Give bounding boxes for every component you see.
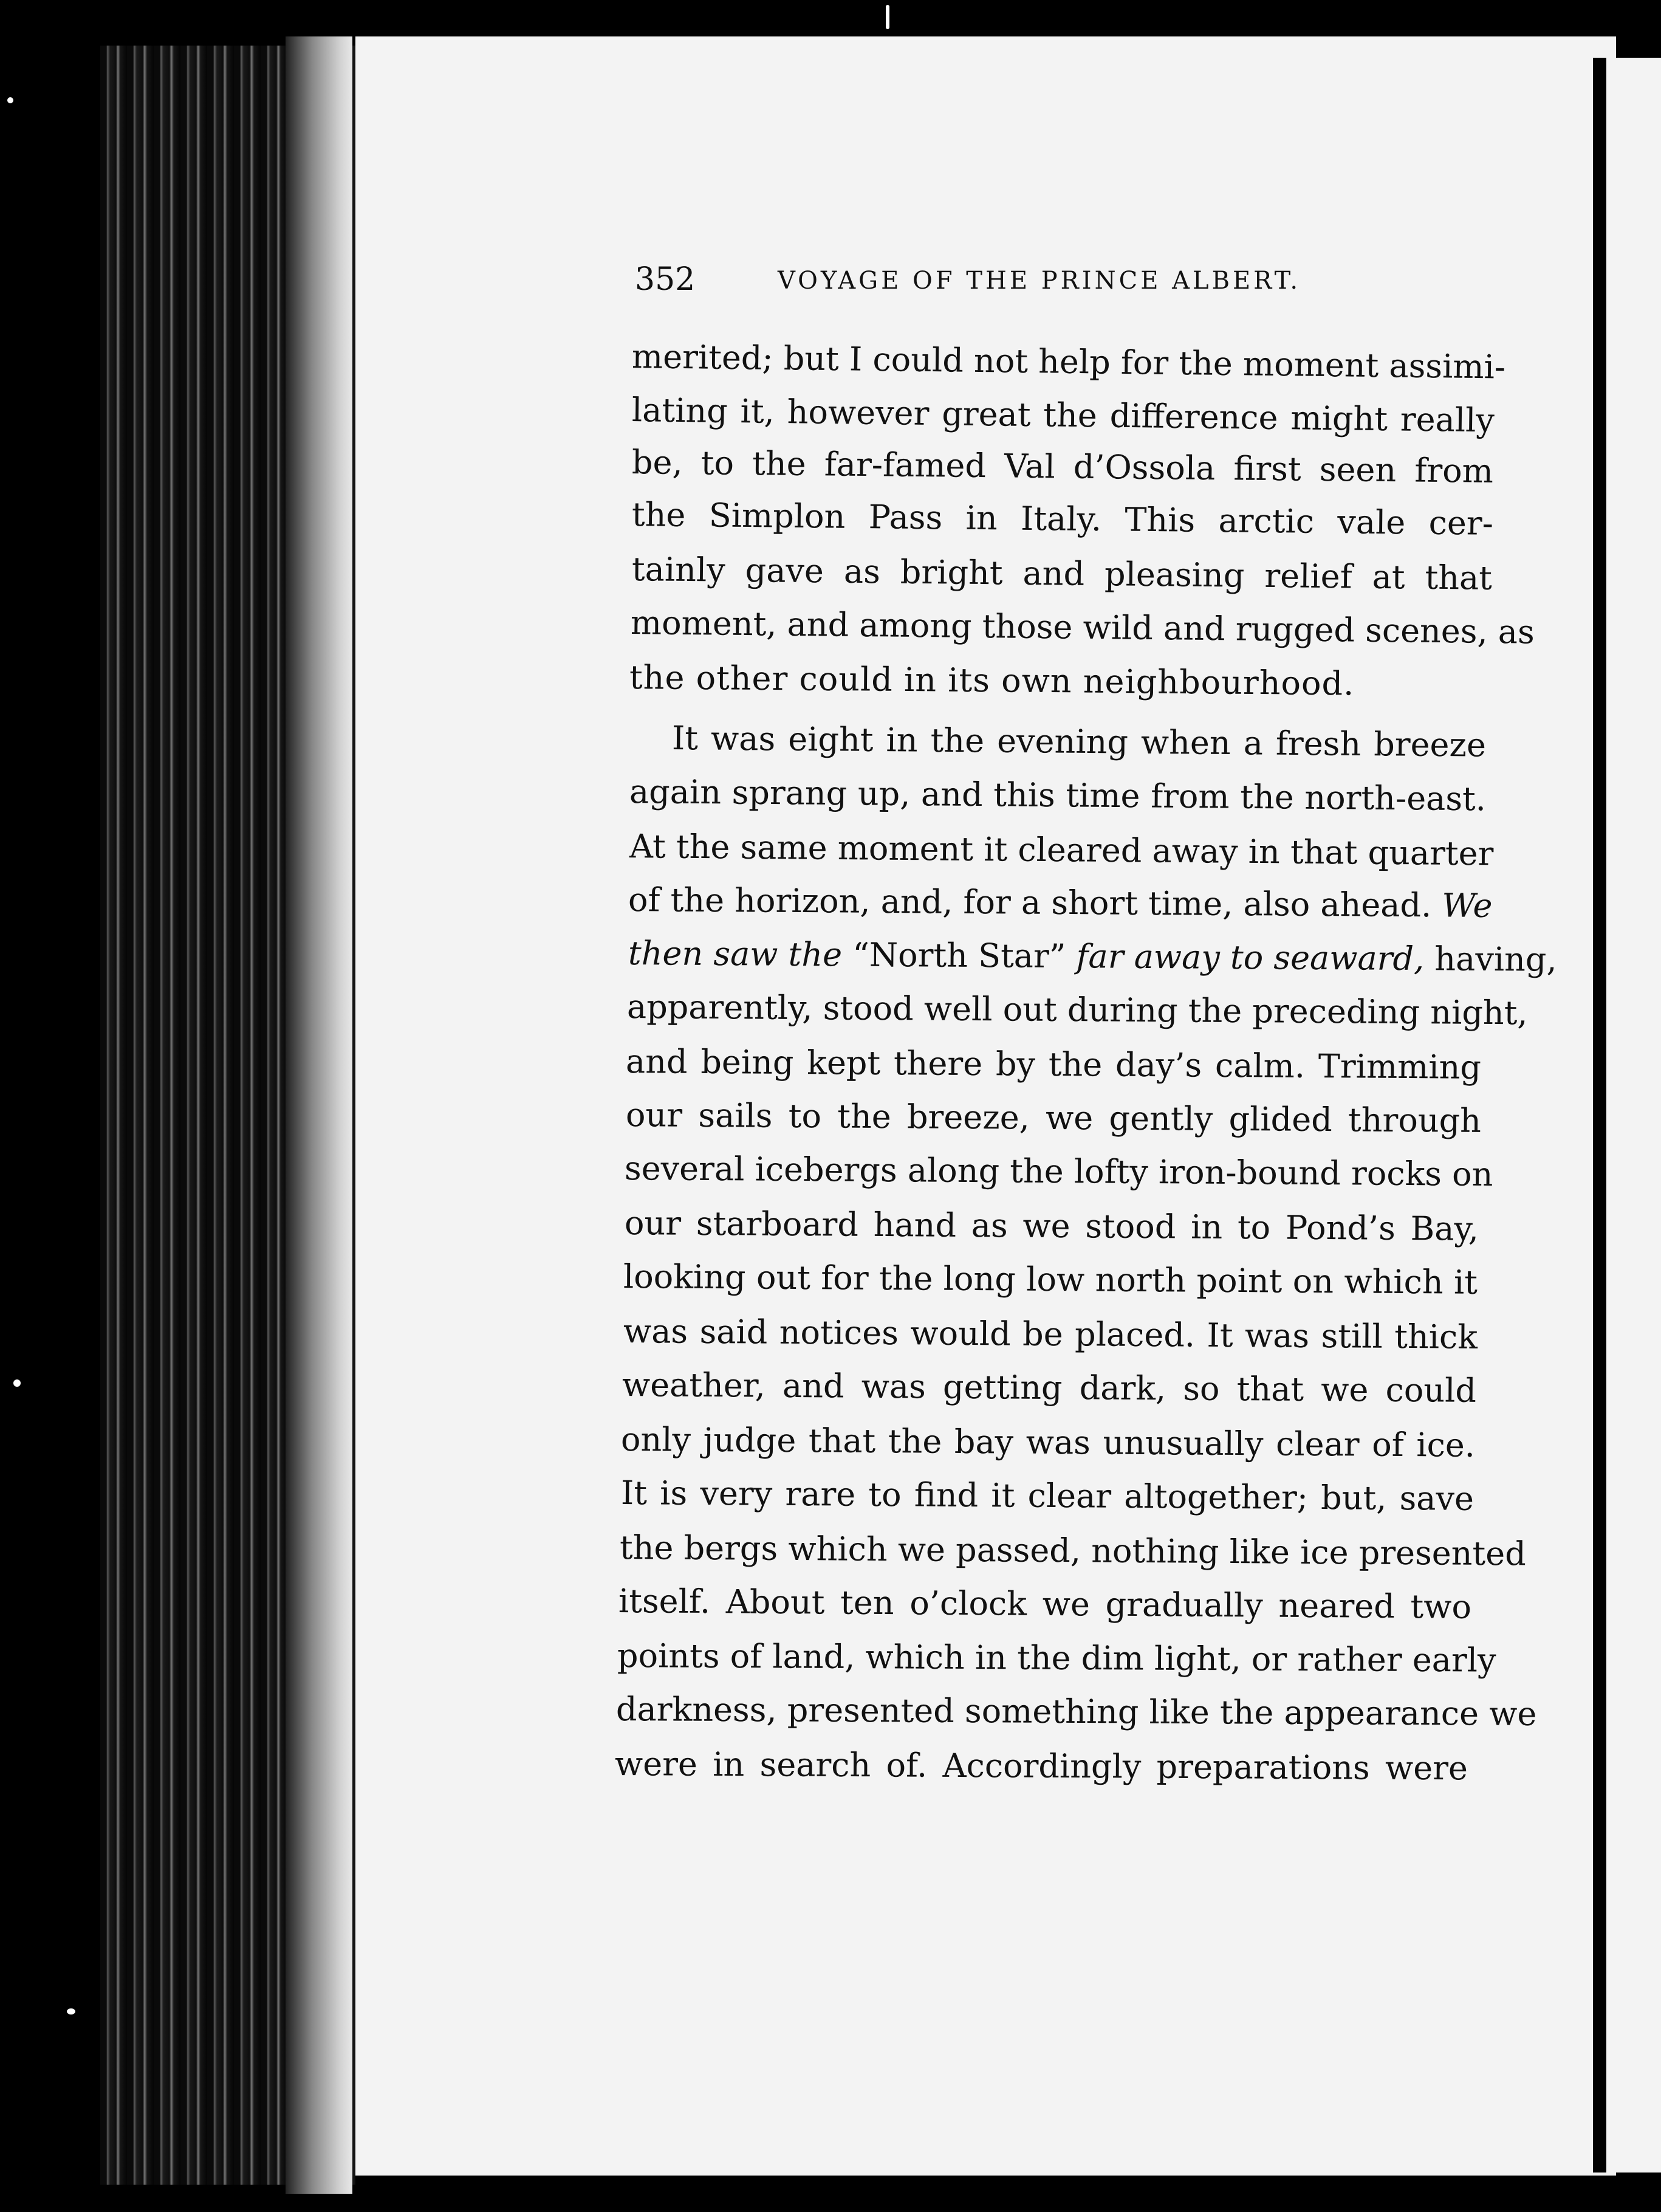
text-line: was said notices would be placed. It was still thick: [623, 1312, 1478, 1356]
text-line: the bergs which we passed, nothing like ice presented: [619, 1528, 1526, 1573]
text-line: [628, 932, 1557, 981]
text-line: [628, 879, 1493, 927]
text-line: weather, and was getting dark, so that we could: [622, 1365, 1477, 1410]
text-line: It is very rare to find it clear altogether; but, save: [620, 1474, 1474, 1518]
text-line: the other could in its own neighbourhood.: [629, 658, 1355, 703]
text-line: several icebergs along the lofty iron-bound rocks on: [624, 1149, 1493, 1194]
text-span: of the horizon, and, for a short time, also ahead.: [628, 881, 1432, 925]
text-line: It was eight in the evening when a fresh breeze: [671, 719, 1487, 764]
text-line: our starboard hand as we stood in to Pond’s Bay,: [624, 1204, 1479, 1248]
text-line: points of land, which in the dim light, or rather early: [617, 1637, 1496, 1680]
text-line: apparently, stood well out during the preceding night,: [626, 987, 1528, 1032]
text-line: the Simplon Pass in Italy. This arctic vale cer-: [631, 495, 1494, 543]
text-line: moment, and among those wild and rugged scenes, as: [630, 603, 1535, 651]
text-line: At the same moment it cleared away in that quarter: [629, 827, 1494, 873]
text-line: only judge that the bay was unusually clear of ice.: [620, 1420, 1476, 1465]
text-line: darkness, presented something like the appearance we: [615, 1690, 1537, 1733]
text-span: “North Star”: [841, 935, 1077, 976]
running-title: VOYAGE OF THE PRINCE ALBERT.: [778, 267, 1301, 295]
text-line: were in search of. Accordingly preparations were: [614, 1745, 1468, 1788]
text-line: merited; but I could not help for the moment assimi-: [631, 337, 1506, 386]
page-number: 352: [635, 261, 696, 298]
text-line: lating it, however great the difference might really: [631, 391, 1495, 440]
text-line: be, to the far-famed Val d’Ossola first seen from: [631, 443, 1494, 490]
text-line: looking out for the long low north point on which it: [623, 1257, 1478, 1302]
italic-text: then saw the: [628, 934, 843, 974]
text-line: itself. About ten o’clock we gradually neared two: [618, 1582, 1472, 1626]
text-span: having,: [1423, 939, 1557, 979]
text-line: tainly gave as bright and pleasing relief at that: [631, 550, 1493, 597]
italic-text: far away to seaward,: [1076, 937, 1425, 978]
text-line: and being kept there by the day’s calm. Trimming: [625, 1042, 1482, 1087]
text-line: our sails to the breeze, we gently glided through: [625, 1096, 1482, 1140]
text-line: again sprang up, and this time from the north-east.: [629, 772, 1487, 819]
italic-text: We: [1442, 886, 1493, 925]
